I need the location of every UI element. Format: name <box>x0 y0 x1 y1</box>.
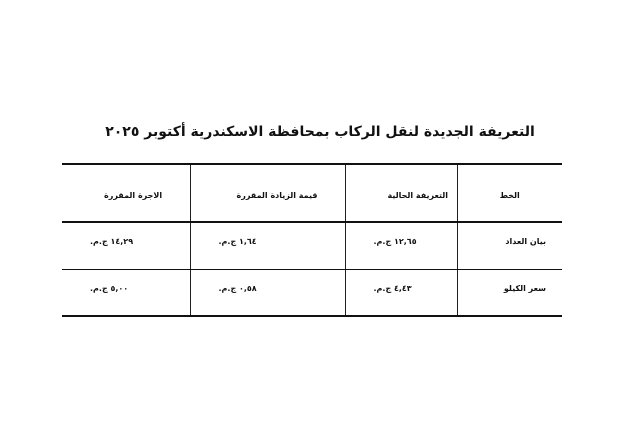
increase-cell: ٠,٥٨ ج.م. <box>190 269 345 316</box>
current-fare-cell: ١٢,٦٥ ج.م. <box>345 222 457 269</box>
header-line: الخط <box>457 164 562 222</box>
fare-table <box>62 163 562 317</box>
header-new-fare: الاجرة المقررة <box>62 164 190 222</box>
new-fare-cell: ١٤,٢٩ ج.م. <box>62 222 190 269</box>
table-header-row <box>62 164 562 222</box>
table-row <box>62 269 562 316</box>
header-increase: قيمة الزيادة المقررة <box>190 164 345 222</box>
increase-cell: ١,٦٤ ج.م. <box>190 222 345 269</box>
header-current-fare: التعريفة الحالية <box>345 164 457 222</box>
row-label: بيان العداد <box>457 222 562 269</box>
current-fare-cell: ٤,٤٣ ج.م. <box>345 269 457 316</box>
document-title: التعريفة الجديدة لنقل الركاب بمحافظة الاسكندرية أكتوبر ٢٠٢٥ <box>105 124 535 140</box>
new-fare-cell: ٥,٠٠ ج.م. <box>62 269 190 316</box>
table-row <box>62 222 562 269</box>
row-label: سعر الكيلو <box>457 269 562 316</box>
